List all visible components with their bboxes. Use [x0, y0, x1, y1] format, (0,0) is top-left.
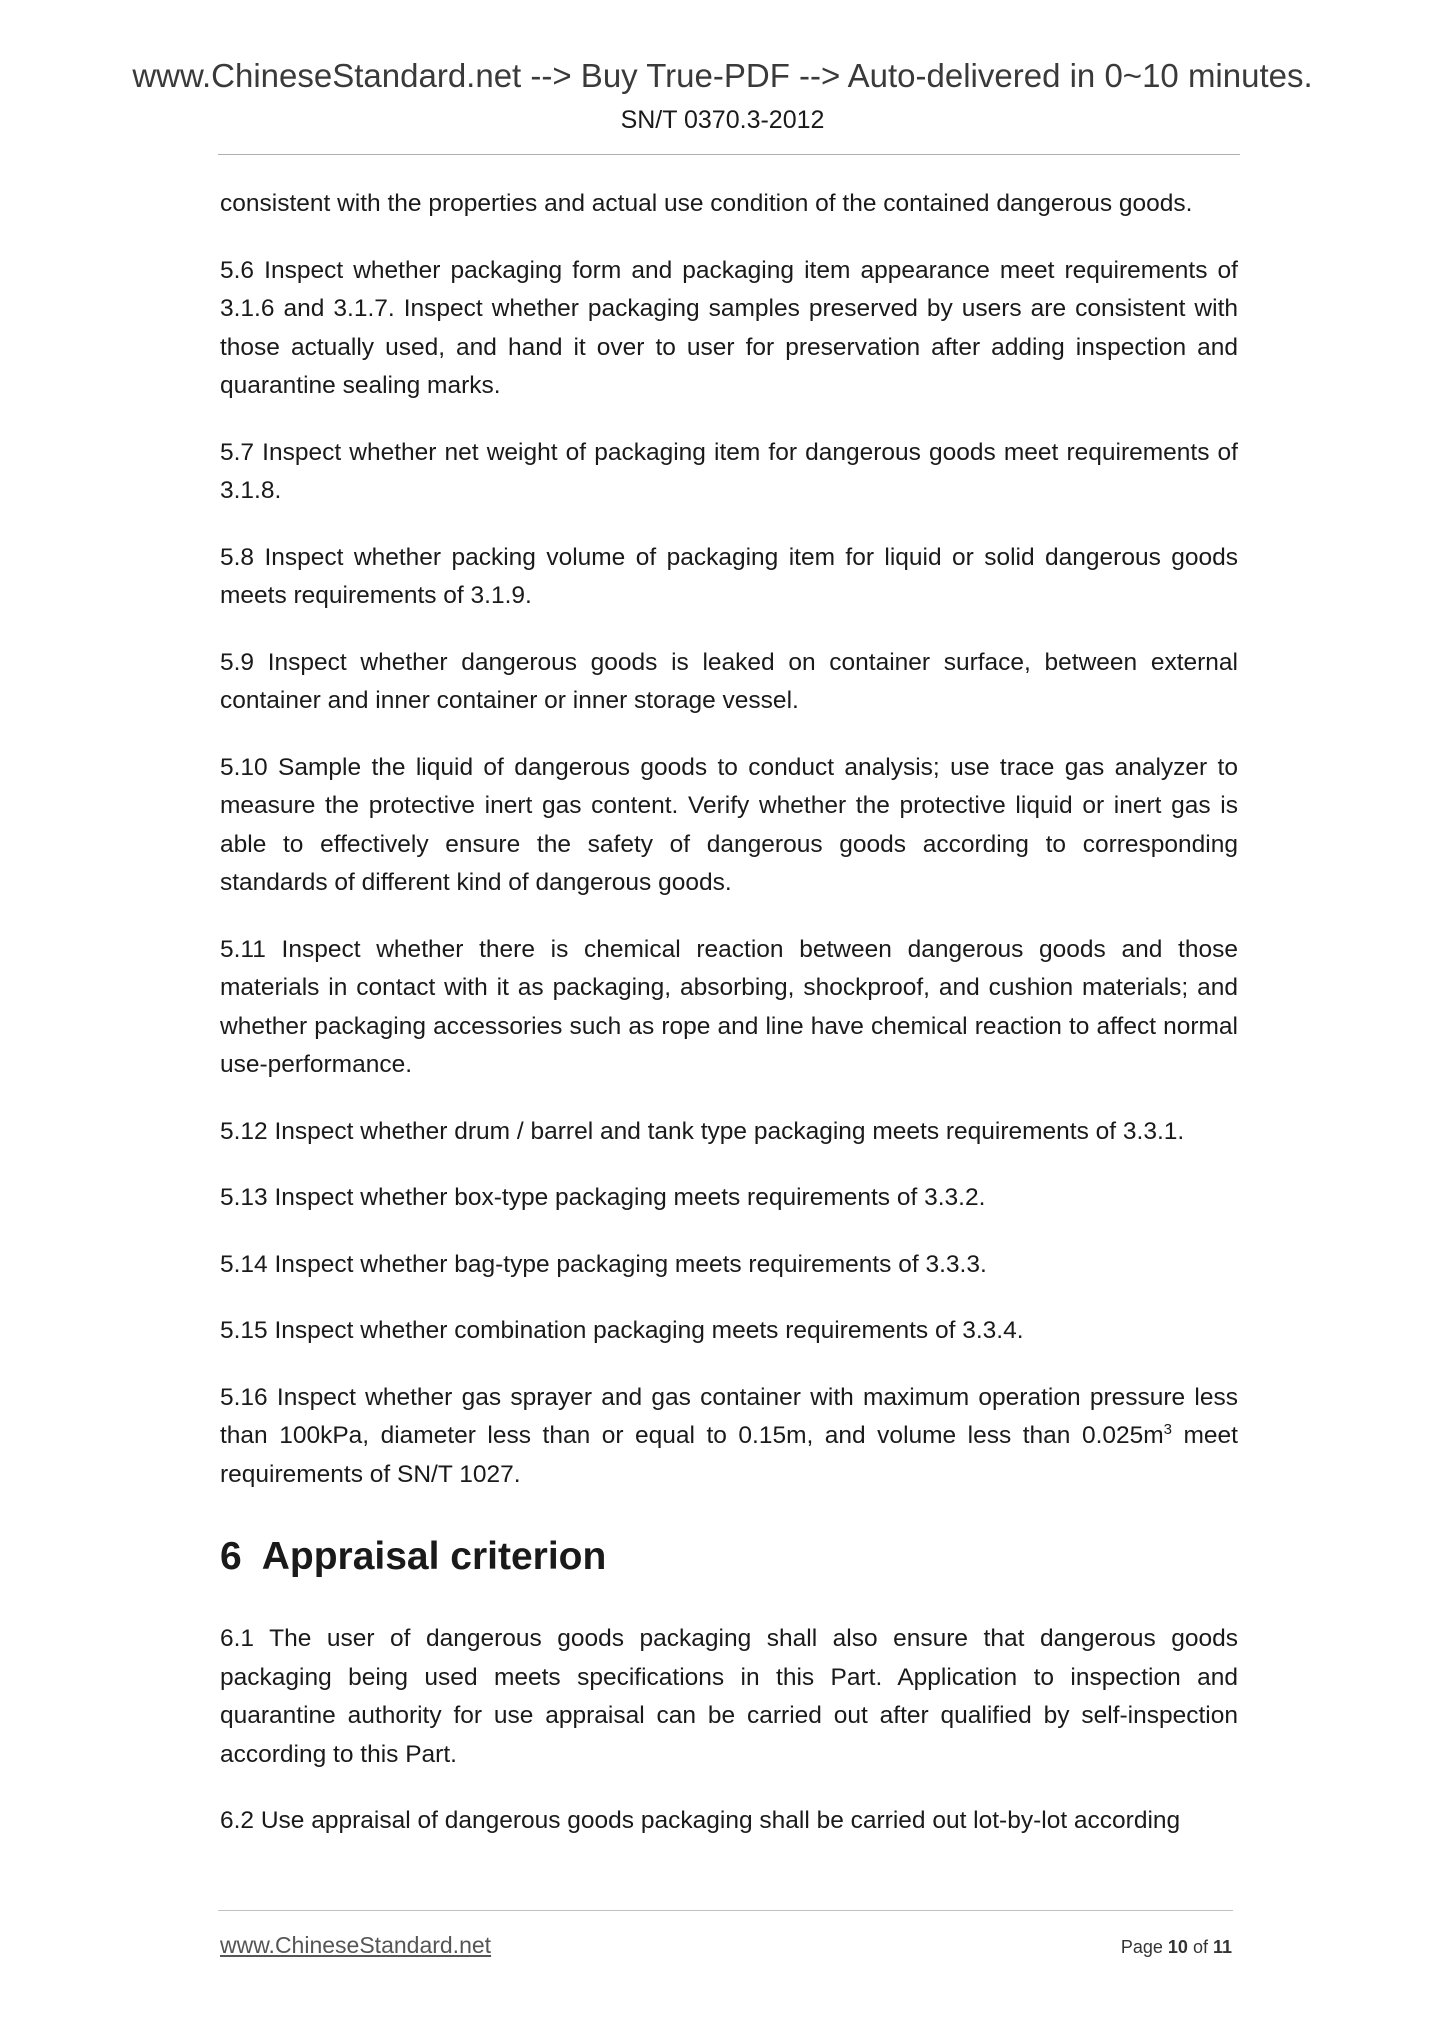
- paragraph-5-13: 5.13 Inspect whether box-type packaging meets requirements of 3.3.2.: [220, 1184, 986, 1211]
- page-total: 11: [1212, 1937, 1232, 1957]
- page-of: of: [1192, 1937, 1208, 1957]
- paragraph-5-16: [220, 1379, 1238, 1495]
- header-banner: www.ChineseStandard.net --> Buy True-PDF --> Auto-delivered in 0~10 minutes.: [132, 57, 1313, 94]
- footer-website-link[interactable]: www.ChineseStandard.net: [220, 1932, 492, 1958]
- page-content: [220, 185, 1238, 1841]
- paragraph-5-6: 5.6 Inspect whether packaging form and packaging item appearance meet requirements of 3.1.6 and 3.1.7. Inspect whether packaging samples preserved by users are consistent with those actually used, and hand it over to user for preservation after adding inspection and quarantine sealing marks.: [220, 256, 1238, 399]
- paragraph-5-16-tail: meet requirements of SN/T 1027.: [220, 1422, 1238, 1488]
- page-prefix: Page: [1120, 1937, 1163, 1957]
- superscript-cubed: 3: [1163, 1421, 1173, 1438]
- paragraph-5-11: 5.11 Inspect whether there is chemical reaction between dangerous goods and those materials in contact with it as packaging, absorbing, shockproof, and cushion materials; and whether packaging accessories such as rope and line have chemical reaction to affect normal use-performance.: [220, 935, 1238, 1078]
- paragraph-6-2: 6.2 Use appraisal of dangerous goods packaging shall be carried out lot-by-lot according: [220, 1807, 1181, 1834]
- paragraph-5-14: 5.14 Inspect whether bag-type packaging meets requirements of 3.3.3.: [220, 1250, 987, 1278]
- page-current: 10: [1167, 1937, 1188, 1957]
- paragraph-5-15: 5.15 Inspect whether combination packaging meets requirements of 3.3.4.: [220, 1317, 1024, 1344]
- paragraph-continuation: consistent with the properties and actual use condition of the contained dangerous goods.: [220, 190, 1193, 217]
- paragraph-5-16-text: 5.16 Inspect whether gas sprayer and gas container with maximum operation pressure less than 100kPa, diameter less than or equal to 0.15m, and volume less than 0.025m: [220, 1383, 1238, 1449]
- section-title: Appraisal criterion: [261, 1535, 607, 1578]
- section-heading-6: [220, 1532, 1238, 1582]
- paragraph-5-9: 5.9 Inspect whether dangerous goods is leaked on container surface, between external container and inner container or inner storage vessel.: [220, 648, 1238, 714]
- paragraph-5-12: 5.12 Inspect whether drum / barrel and tank type packaging meets requirements of 3.3.1.: [220, 1117, 1185, 1145]
- paragraph-5-10: 5.10 Sample the liquid of dangerous goods to conduct analysis; use trace gas analyzer to measure the protective inert gas content. Verify whether the protective liquid or inert gas is able to effectively ensure the safety of dangerous goods according to corresponding standards of different kind of dangerous goods.: [220, 753, 1238, 896]
- paragraph-5-8: 5.8 Inspect whether packing volume of packaging item for liquid or solid dangerous goods meets requirements of 3.1.9.: [220, 543, 1238, 609]
- footer-divider: [218, 1910, 1233, 1911]
- section-number: 6: [220, 1535, 242, 1578]
- standard-code: SN/T 0370.3-2012: [620, 106, 825, 134]
- header-divider: [218, 154, 1240, 155]
- paragraph-6-1: 6.1 The user of dangerous goods packaging shall also ensure that dangerous goods packaging being used meets specifications in this Part. Application to inspection and quarantine authority for use appraisal can be carried out after qualified by self-inspection according to this Part.: [220, 1625, 1238, 1768]
- page-number: [1020, 1934, 1232, 1960]
- paragraph-5-7: 5.7 Inspect whether net weight of packaging item for dangerous goods meet requirements of 3.1.8.: [220, 438, 1238, 504]
